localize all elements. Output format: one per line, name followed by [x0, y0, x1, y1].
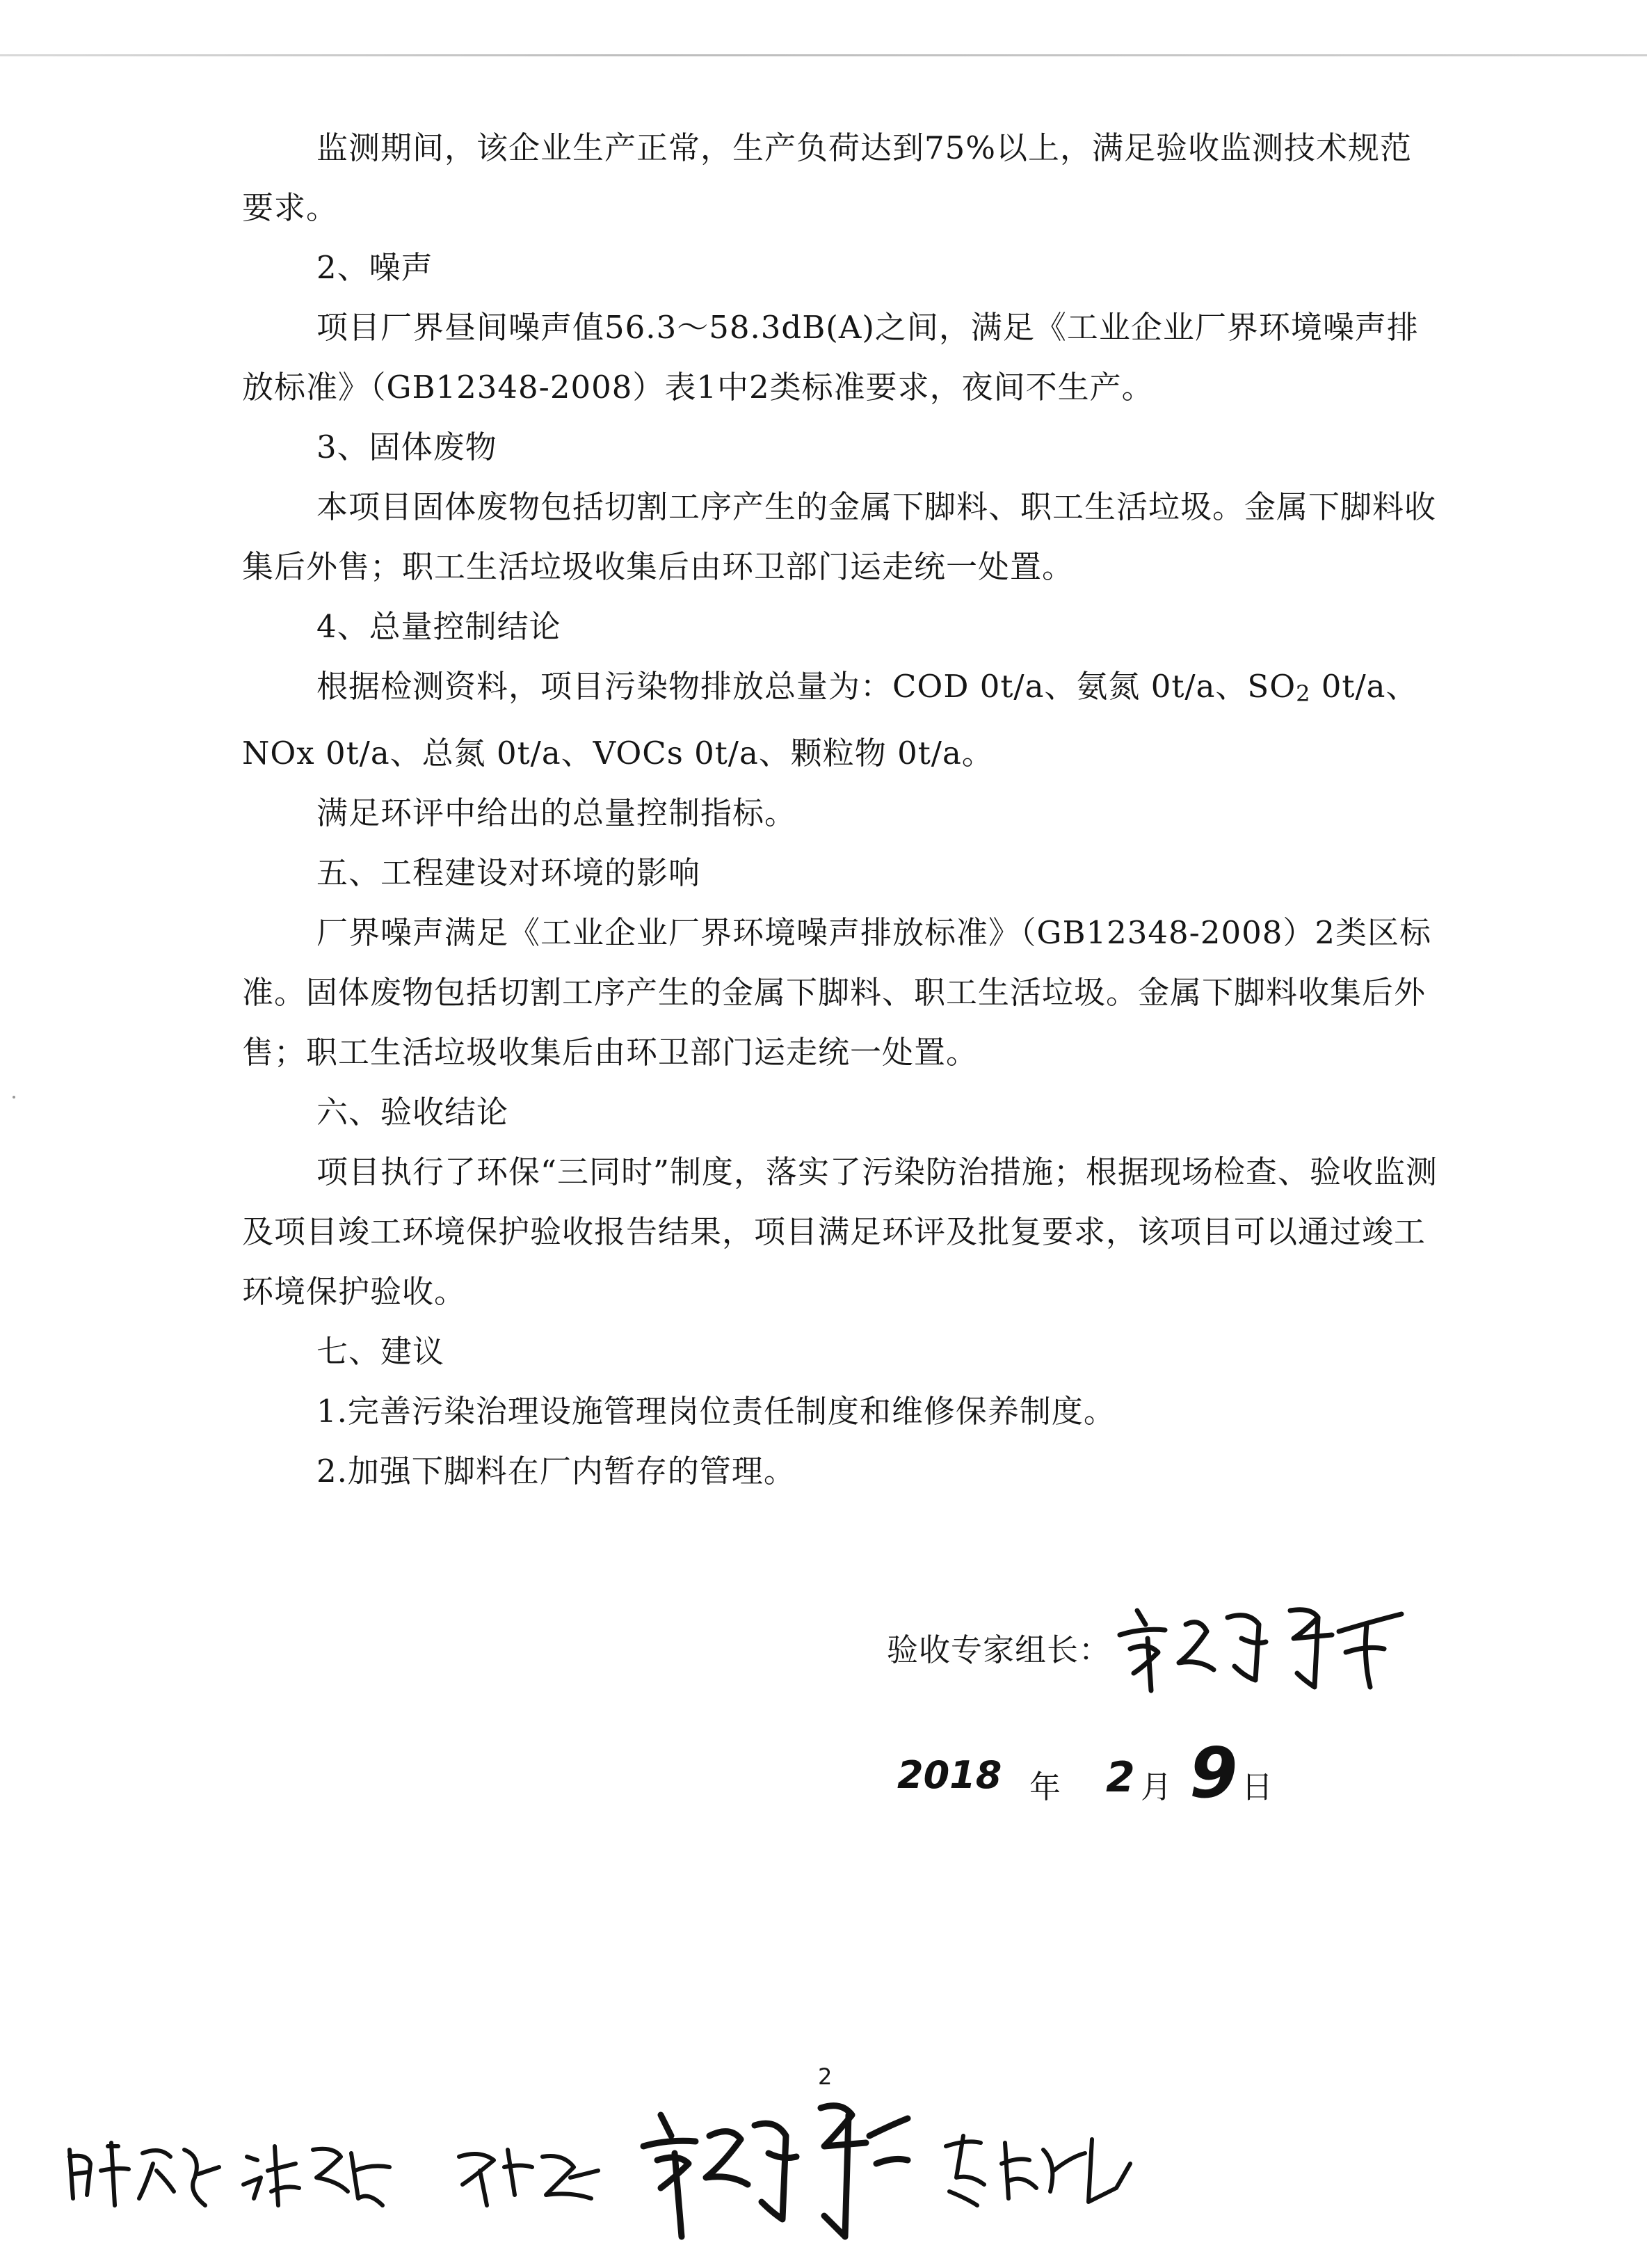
expert-signatures	[56, 2080, 1196, 2247]
paragraph-monitoring: 监测期间，该企业生产正常，生产负荷达到75%以上，满足验收监测技术规范要求。	[242, 129, 1413, 226]
date-month-char: 月	[1141, 1768, 1173, 1805]
suggestion-1: 1.完善污染治理设施管理岗位责任制度和维修保养制度。	[316, 1393, 1116, 1430]
signing-date	[897, 1725, 1315, 1823]
suggestion-2: 2.加强下脚料在厂内暂存的管理。	[316, 1453, 796, 1490]
total-control-text-a: 根据检测资料，项目污染物排放总量为：COD 0t/a、氨氮 0t/a、SO	[316, 668, 1296, 705]
heading-total-control: 4、总量控制结论	[316, 608, 561, 645]
total-control-text-b: 0t/a、NOx 0t/a、总氮 0t/a、VOCs 0t/a、颗粒物 0t/a。	[242, 668, 1418, 772]
date-day-char: 日	[1242, 1768, 1274, 1805]
paragraph-environmental-impact: 厂界噪声满足《工业企业厂界环境噪声排放标准》（GB12348-2008）2类区标准。固体废物包括切割工序产生的金属下脚料、职工生活垃圾。金属下脚料收集后外售；职工生活垃圾收集后由环卫部门运走统一处置。	[242, 914, 1432, 1071]
expert-signature-1	[56, 2129, 236, 2219]
date-month-handwritten: 2	[1106, 1753, 1135, 1802]
paragraph-total-control-conclusion: 满足环评中给出的总量控制指标。	[316, 794, 797, 831]
expert-signature-4	[633, 2087, 911, 2247]
expert-signature-2	[236, 2129, 403, 2219]
expert-signature-3	[445, 2129, 612, 2219]
paragraph-acceptance-conclusion: 项目执行了环保“三同时”制度，落实了污染防治措施；根据现场检查、验收监测及项目竣工环境保护验收报告结果，项目满足环评及批复要求，该项目可以通过竣工环境保护验收。	[242, 1153, 1438, 1310]
heading-suggestions: 七、建议	[316, 1333, 445, 1370]
paragraph-noise: 项目厂界昼间噪声值56.3～58.3dB(A)之间，满足《工业企业厂界环境噪声排放标准》（GB12348-2008）表1中2类标准要求，夜间不生产。	[242, 309, 1419, 406]
date-year-char: 年	[1029, 1768, 1061, 1805]
date-year-handwritten: 2018	[897, 1753, 1002, 1797]
page-number: 2	[818, 2063, 833, 2090]
heading-noise: 2、噪声	[316, 249, 433, 286]
heading-solid-waste: 3、固体废物	[316, 429, 497, 465]
chief-handwritten-signature	[1109, 1597, 1415, 1694]
chief-expert-label: 验收专家组长：	[887, 1631, 1111, 1668]
chief-signature-row	[887, 1597, 1443, 1694]
heading-acceptance-conclusion: 六、验收结论	[316, 1094, 509, 1131]
date-day-handwritten: 9	[1189, 1732, 1238, 1814]
paragraph-total-control	[242, 657, 1438, 783]
paragraph-solid-waste: 本项目固体废物包括切割工序产生的金属下脚料、职工生活垃圾。金属下脚料收集后外售；职工生活垃圾收集后由环卫部门运走统一处置。	[242, 488, 1437, 585]
expert-signature-5	[932, 2122, 1141, 2219]
heading-environmental-impact: 五、工程建设对环境的影响	[316, 854, 701, 891]
document-body	[242, 118, 1438, 1501]
scan-speck	[13, 1096, 15, 1099]
scan-edge-line	[0, 54, 1647, 56]
so2-subscript: 2	[1296, 680, 1311, 707]
